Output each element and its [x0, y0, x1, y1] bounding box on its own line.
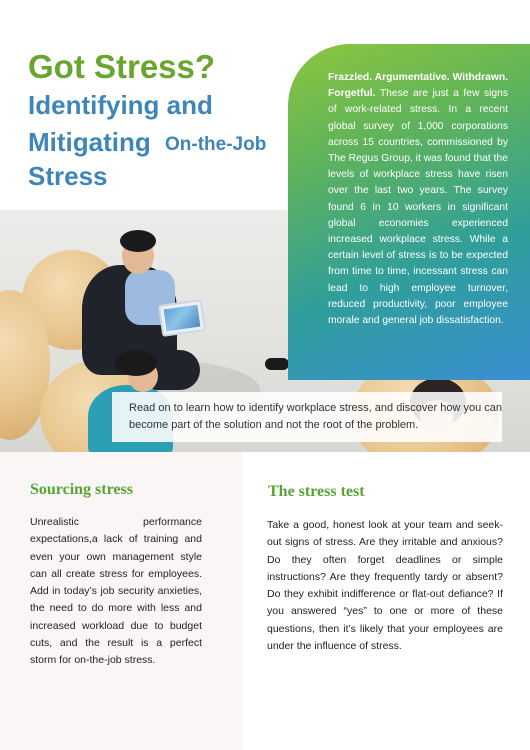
intro-body: These are just a few signs of work-related stress. In a recent global survey of 1,000 corporations across 15 countries, commissioned by The Regus Group, it was found that the levels of workplace stress have risen over the last two years. The survey found 6 in 10 workers in significant global economies experienced increased workplace stress. While a certain level of stress is to be expected from time to time, incessant stress can lead to high employee turnover, reduced productivity, poor employee morale and general job dissatisfaction.	[328, 88, 508, 327]
intro-lead: Frazzled. Argumentative. Withdrawn. Forgetful.	[328, 72, 508, 100]
section-body-sourcing: Unrealistic performance expectations,a lack of training and even your own management style can all create stress for employees. Add in today’s job security anxieties, the need to do more with less and increased workload due to budget cuts, and the result is a perfect storm for on-the-job stress.	[30, 516, 202, 667]
subtitle-line-1: Identifying and	[28, 90, 213, 120]
section-body-stress-test: Take a good, honest look at your team and seek-out signs of stress. Are they irritable and anxious? Do they often forget deadlines or simple instructions? Are they frequently tardy or absent? Do they exhibit indifference or flat-out defiance? If you answered “yes” to one or more of these questions, then it’s likely that your employees are under the influence of stress.	[267, 519, 503, 653]
tablet-screen	[164, 305, 201, 332]
page-title: Got Stress?	[28, 48, 216, 85]
tablet	[158, 299, 206, 337]
shoe	[265, 358, 289, 370]
section-heading-sourcing: Sourcing stress	[30, 481, 133, 498]
subtitle-line-2-tail: On-the-Job	[165, 134, 267, 155]
caption-box	[112, 392, 502, 442]
subtitle-line-2: Mitigating	[28, 127, 151, 157]
intro-text	[328, 70, 508, 329]
woman-hair	[115, 350, 157, 376]
section-heading-stress-test: The stress test	[268, 483, 365, 500]
caption-text: Read on to learn how to identify workplace stress, and discover how you can become part of the solution and not the root of the problem.	[129, 402, 502, 431]
man-hair	[120, 230, 156, 252]
subtitle-line-3: Stress	[28, 161, 108, 191]
